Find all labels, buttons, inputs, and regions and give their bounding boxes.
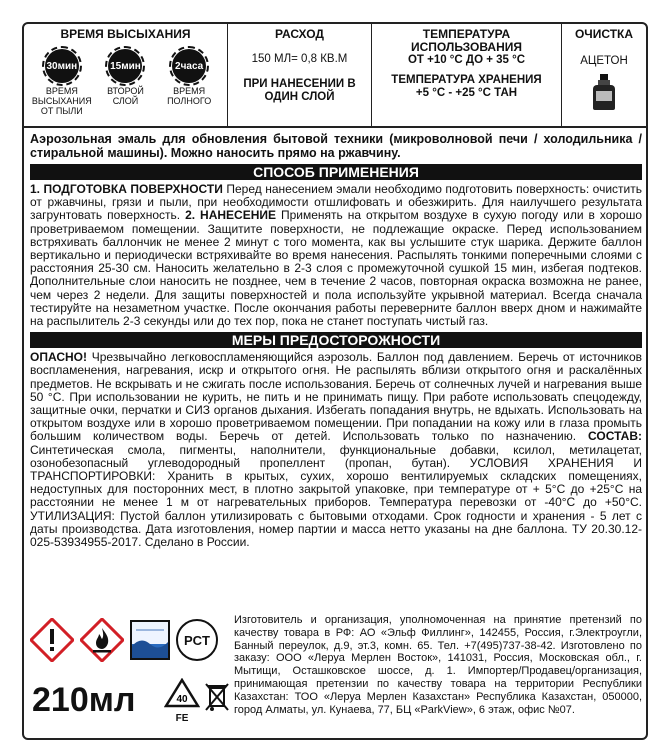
- manufacturer-info: Изготовитель и организация, уполномоченная на принятие претензий по качеству товара в РФ: АО «Эльф Филлинг», 142455, Россия, г.Электроугли, Банный переулок, д.9, эт.3, комн. 65. Тел. +7(495)737-38-42. Изготовлено по заказу: ООО «Леруа Мерлен Восток», 141031, Россия, Московская обл., г. Мытищи, Осташковское шоссе, д. 1. Импортер/Продавец/организация, принимающая претензии по качеству товара на территории Республики Казахстан: ТОО «Леруа Мерлен Казахстан» Республика Казахстан, 050000, город Алматы, ул. Кунаева, 77, БЦ «ParkView», 6 этаж, офис №07.: [234, 614, 642, 716]
- cleaning-agent: АЦЕТОН: [580, 55, 628, 67]
- rst-certification-icon: PCT: [176, 619, 218, 661]
- solvent-bottle-icon: [591, 74, 617, 110]
- drying-time-block: [24, 24, 228, 126]
- timer-caption: ВРЕМЯ ПОЛНОГО: [167, 86, 212, 106]
- storage-temperature-range: +5 °С - +25 °С ТАН: [415, 87, 518, 99]
- timer-dust-dry: [32, 49, 92, 116]
- cleaning-block: [562, 24, 646, 126]
- precautions-text: ОПАСНО! Чрезвычайно легковоспламеняющийся аэрозоль. Баллон под давлением. Беречь от источников воспламенения, нагревания, искр и открытого огня. Не распылять вблизи открытого огня и раскалённых предметов. Не вскрывать и не сжигать после использования. Беречь от солнечных лучей и нагревания выше 50 °С. При использовании не курить, не пить и не принимать пищу. При работе использовать спецодежду, защитные очки, перчатки и СИЗ органов дыхания. Избегать попадания внутрь, не вдыхать. Использовать на открытом воздухе или в хорошо проветриваемом помещении. При попадании на кожу или в глаза промыть большим количеством воды. Беречь от детей. Использовать только по назначению. СОСТАВ: Синтетическая смола, пигменты, наполнители, функциональные добавки, ксилол, метилацетат, озонобезопасный углеводородный пропеллент (пропан, бутан). УСЛОВИЯ ХРАНЕНИЯ И ТРАНСПОРТИРОВКИ: Хранить в крытых, сухих, хорошо вентилируемых складских помещениях, недоступных для посторонних мест, в плотно закрытой упаковке, при температуре от + 5°С до +25°С на расстоянии не менее 1 м от нагревательных приборов. Температура перевозки от -40°С до +50°С. УТИЛИЗАЦИЯ: Пустой баллон утилизировать с бытовыми отходами. Срок годности и хранения - 5 лет с даты производства. Дата изготовления, номер партии и масса нетто указаны на дне баллона. ТУ 20.30.12-025-53934955-2017. Сделано в России.: [30, 350, 642, 550]
- footer-block: [24, 614, 646, 738]
- timer-second-coat: [95, 49, 155, 116]
- info-header-row: [24, 24, 646, 128]
- timer-caption: ВРЕМЯ ВЫСЫХАНИЯ ОТ ПЫЛИ: [31, 86, 92, 116]
- recycle-icon: [164, 678, 200, 722]
- application-text: 1. ПОДГОТОВКА ПОВЕРХНОСТИ Перед нанесением эмали необходимо подготовить поверхность: очистить от ржавчины, грязи и пыли, при необходимости отшлифовать и обезжирить. Для наилучшего результата загрунтовать поверхность. 2. НАНЕСЕНИЕ Применять на открытом воздухе в сухую погоду или в хорошо проветриваемом помещении. Защитите поверхности, не подлежащие окраске. Перед использованием встряхивать баллончик не менее 2 минут с того момента, как вы услышите стук шарика. Держите баллон вертикально и периодически встряхивайте во время нанесения. Распылять тонкими поперечными слоями с расстояния 25-30 см. Наносить желательно в 2-3 слоя с промежуточной сушкой 15 мин, избегая подтеков. Дополнительные слои наносить не позднее, чем в течение 2 часов, повторная окраска возможна не ранее, чем через 2 недели. Для защиты поверхностей и пола используйте укрывной материал. Всегда сначала тестируйте на незаметном участке. После окончания работы переверните баллон вверх дном и нажимайте на распылитель 2-3 секунды или до тех пор, пока не станет поступать чистый газ.: [30, 182, 643, 329]
- clock-icon: 15мин: [108, 49, 142, 83]
- volume-label: 210мл: [32, 681, 136, 719]
- crossed-bin-icon: [204, 680, 230, 716]
- clock-icon: 30мин: [45, 49, 79, 83]
- drying-title: ВРЕМЯ ВЫСЫХАНИЯ: [60, 27, 191, 41]
- svg-text:40: 40: [176, 694, 188, 705]
- application-section-title: СПОСОБ ПРИМЕНЕНИЯ: [30, 164, 642, 180]
- flame-hazard-icon: [80, 618, 124, 662]
- clock-icon: 2часа: [172, 49, 206, 83]
- consumption-block: [228, 24, 372, 126]
- use-temperature-range: ОТ +10 °С ДО + 35 °С: [407, 54, 526, 66]
- temperature-block: [372, 24, 562, 126]
- timer-full-dry: [159, 49, 219, 116]
- product-label: [22, 22, 648, 740]
- instructions-body: [30, 132, 642, 549]
- precautions-section-title: МЕРЫ ПРЕДОСТОРОЖНОСТИ: [30, 332, 642, 348]
- hazard-icons: [30, 618, 226, 670]
- timer-caption: ВТОРОЙ СЛОЙ: [107, 86, 144, 106]
- eac-mark-icon: [130, 620, 170, 660]
- product-description: Аэрозольная эмаль для обновления бытовой техники (микроволновой печи / холодильника / стиральной машины). Можно наносить прямо на ржавчину.: [30, 132, 642, 160]
- consumption-title: РАСХОД: [275, 27, 324, 41]
- consumption-rate: 150 МЛ= 0,8 КВ.М: [251, 53, 348, 65]
- use-temperature-title: ТЕМПЕРАТУРА ИСПОЛЬЗОВАНИЯ: [410, 27, 523, 54]
- consumption-note: ПРИ НАНЕСЕНИИ В ОДИН СЛОЙ: [243, 78, 356, 103]
- exclamation-hazard-icon: [30, 618, 74, 662]
- storage-temperature-title: ТЕМПЕРАТУРА ХРАНЕНИЯ: [391, 74, 542, 86]
- recycle-code: FE: [175, 713, 189, 724]
- cleaning-title: ОЧИСТКА: [574, 27, 634, 41]
